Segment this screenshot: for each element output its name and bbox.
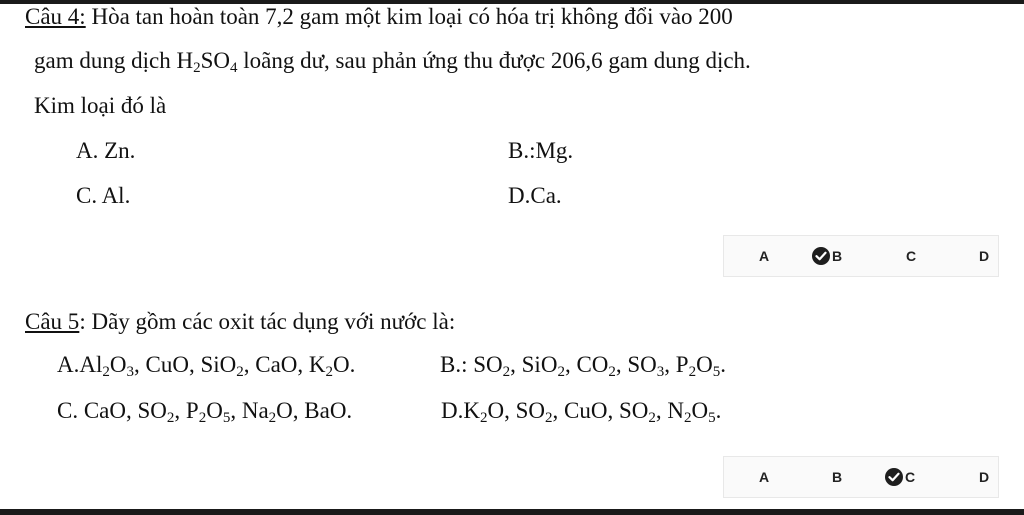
q4-line-3: Kim loại đó là (34, 93, 167, 118)
formula-part: . (715, 398, 722, 423)
formula-part: , SO (615, 352, 657, 377)
q5-text: : Dãy gồm các oxit tác dụng với nước là: (79, 309, 456, 334)
formula-sub: 2 (648, 410, 656, 426)
q4-option-d: D.Ca. (508, 183, 562, 208)
formula-sub: 2 (557, 364, 565, 380)
q4-label: Câu 4: (25, 4, 86, 29)
answer-choice-a[interactable] (759, 236, 769, 276)
formula-part: O (691, 398, 709, 423)
check-icon (812, 247, 830, 265)
option-prefix: C. (57, 398, 84, 423)
formula-sub: 2 (102, 364, 110, 380)
formula-sub: 2 (480, 410, 488, 426)
formula-part: , CuO, SO (552, 398, 649, 423)
option-prefix: D. (441, 398, 464, 423)
formula-sub: 5 (222, 410, 231, 426)
formula-part: CaO, SO (83, 398, 167, 423)
formula-sub: 2 (198, 410, 207, 426)
choice-label: A (759, 469, 770, 485)
formula-sub: 3 (656, 364, 665, 380)
answer-bar-q5 (723, 456, 999, 498)
formula-part: K (463, 398, 480, 423)
choice-label: B (832, 248, 843, 264)
formula-part: O. (333, 352, 356, 377)
q4-sub-2: 4 (229, 60, 238, 76)
formula-sub: 5 (708, 410, 716, 426)
q4-option-c: C. Al. (76, 183, 131, 208)
q4-text-1: Hòa tan hoàn toàn 7,2 gam một kim loại có hóa trị không đổi vào 200 (85, 4, 733, 29)
answer-bar-q4 (723, 235, 999, 277)
formula-sub: 2 (608, 364, 616, 380)
formula-part: SO (473, 352, 503, 377)
choice-label: B (832, 469, 843, 485)
formula-part: O (696, 352, 713, 377)
answer-choice-b[interactable] (812, 236, 842, 276)
choice-label: D (979, 248, 990, 264)
formula-part: , Na (230, 398, 269, 423)
choice-label: C (906, 248, 917, 264)
formula-sub: 3 (126, 364, 134, 380)
q4-line-1 (25, 4, 733, 30)
formula-part: O, SO (487, 398, 546, 423)
q5-option-c (57, 398, 352, 424)
choice-label: C (905, 469, 916, 485)
answer-choice-c[interactable] (906, 236, 916, 276)
q4-option-b: B.:Mg. (508, 138, 574, 163)
formula-sub: 2 (684, 410, 692, 426)
formula-part: , N (655, 398, 684, 423)
formula-sub: 2 (236, 364, 244, 380)
answer-choice-d[interactable] (979, 457, 989, 497)
formula-part: O (206, 398, 223, 423)
check-icon (885, 468, 903, 486)
bottom-border (0, 509, 1024, 515)
formula-sub: 2 (545, 410, 553, 426)
q5-line-1 (25, 309, 455, 335)
q4-text-2c: SO (200, 48, 230, 73)
answer-choice-c[interactable] (885, 457, 915, 497)
formula-part: . (720, 352, 726, 377)
formula-part: O (109, 352, 127, 377)
q5-option-b (440, 352, 726, 378)
formula-part: , P (174, 398, 199, 423)
formula-part: , CaO, K (243, 352, 326, 377)
formula-sub: 5 (712, 364, 721, 380)
formula-sub: 2 (268, 410, 277, 426)
q5-label: Câu 5 (25, 309, 80, 334)
formula-part: , SiO (510, 352, 558, 377)
option-prefix: A. (57, 352, 80, 377)
formula-sub: 2 (688, 364, 697, 380)
option-prefix: B.: (440, 352, 474, 377)
choice-label: A (759, 248, 770, 264)
answer-choice-d[interactable] (979, 236, 989, 276)
choice-label: D (979, 469, 990, 485)
q5-option-d (441, 398, 721, 424)
q4-text-2a: gam dung dịch H (34, 48, 194, 73)
answer-choice-b[interactable] (832, 457, 842, 497)
formula-sub: 2 (325, 364, 334, 380)
formula-part: , P (664, 352, 689, 377)
q4-option-a: A. Zn. (76, 138, 136, 163)
q4-line-2 (34, 48, 751, 74)
formula-part: , CuO, SiO (134, 352, 237, 377)
q4-text-2e: loãng dư, sau phản ứng thu được 206,6 gam dung dịch. (237, 48, 751, 73)
formula-sub: 2 (166, 410, 175, 426)
q4-sub-1: 2 (193, 60, 201, 76)
formula-part: Al (79, 352, 103, 377)
q5-option-a (57, 352, 355, 378)
formula-part: O, BaO. (276, 398, 353, 423)
answer-choice-a[interactable] (759, 457, 769, 497)
formula-sub: 2 (502, 364, 511, 380)
formula-part: , CO (564, 352, 609, 377)
